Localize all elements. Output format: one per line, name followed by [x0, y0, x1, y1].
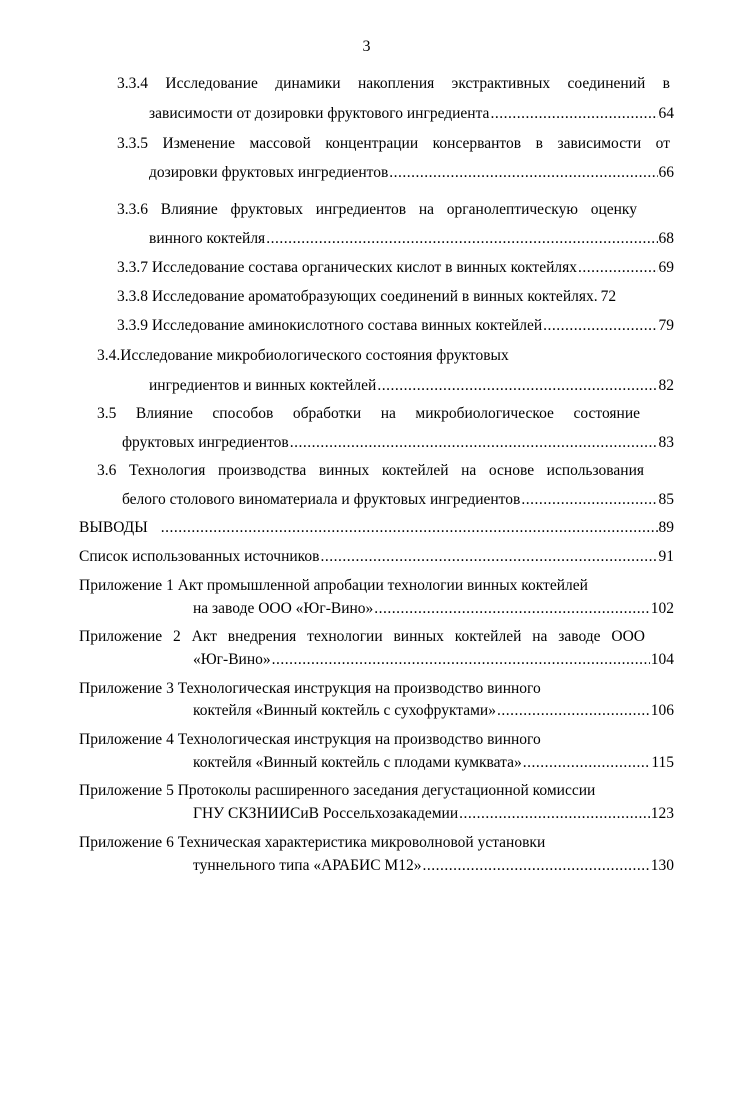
toc-page-number: 123: [650, 805, 674, 822]
toc-page-number: 85: [658, 491, 674, 508]
dot-leader: [290, 432, 658, 454]
toc-entry-text: коктейля «Винный коктейль с плодами кумквата»: [193, 754, 522, 771]
toc-entry-appendix-2-line2: [193, 649, 674, 671]
toc-entry-3-3-8: [117, 286, 674, 308]
toc-entry-text: 3.3.8 Исследование ароматобразующих соединений в винных коктейлях.: [117, 288, 598, 305]
toc-entry-3-5-line2: [122, 432, 674, 454]
toc-entry-appendix-5-line2: [193, 803, 674, 825]
toc-entry-3-3-4-line2: [149, 103, 674, 125]
toc-entry-text: туннельного типа «АРАБИС М12»: [193, 857, 422, 874]
toc-entry-appendix-4-line2: [193, 752, 674, 774]
toc-entry-appendix-3-line2: [193, 700, 674, 722]
page-number: 3: [362, 38, 371, 55]
toc-entry-appendix-5-line1: Приложение 5 Протоколы расширенного заседания дегустационной комиссии: [79, 782, 596, 799]
toc-entry-appendix-4-line1: Приложение 4 Технологическая инструкция на производство винного: [79, 731, 541, 748]
toc-page-number: 102: [650, 600, 674, 617]
toc-entry-text: ГНУ СКЗНИИСиВ Россельхозакадемии: [193, 805, 459, 822]
toc-entry-conclusions: [79, 517, 674, 539]
dot-leader: [490, 103, 657, 125]
toc-entry-text: дозировки фруктовых ингредиентов: [149, 164, 389, 181]
toc-entry-3-3-7: [117, 257, 674, 279]
toc-entry-3-3-5-line1: 3.3.5 Изменение массовой концентрации консервантов в зависимости от: [117, 135, 670, 152]
dot-leader: [497, 700, 650, 722]
toc-page-number: 68: [658, 230, 674, 247]
toc-entry-appendix-3-line1: Приложение 3 Технологическая инструкция на производство винного: [79, 680, 541, 697]
dot-leader: [272, 649, 650, 671]
toc-entry-3-4-line2: [149, 375, 674, 397]
toc-page-number: 91: [658, 548, 674, 565]
toc-page-number: 130: [650, 857, 674, 874]
toc-page-number: 72: [600, 288, 617, 305]
toc-entry-3-3-6-line1: 3.3.6 Влияние фруктовых ингредиентов на органолептическую оценку: [117, 201, 637, 218]
toc-entry-appendix-6-line1: Приложение 6 Техническая характеристика микроволновой установки: [79, 834, 546, 851]
toc-entry-appendix-6-line2: [193, 855, 674, 877]
toc-entry-3-5-line1: 3.5 Влияние способов обработки на микробиологическое состояние: [97, 405, 640, 422]
toc-page-number: 64: [658, 105, 674, 122]
toc-entry-text: 3.3.9 Исследование аминокислотного состава винных коктейлей: [117, 317, 543, 334]
toc-page-number: 115: [651, 754, 674, 771]
toc-entry-appendix-1-line2: [193, 598, 674, 620]
toc-entry-3-3-4-line1: 3.3.4 Исследование динамики накопления экстрактивных соединений в: [117, 75, 670, 92]
toc-entry-text: фруктовых ингредиентов: [122, 434, 289, 451]
toc-page-number: 82: [658, 377, 674, 394]
toc-entry-text: зависимости от дозировки фруктового ингредиента: [149, 105, 490, 122]
toc-entry-3-6-line1: 3.6 Технология производства винных коктейлей на основе использования: [97, 462, 644, 479]
dot-leader: [389, 162, 657, 184]
toc-page-number: 104: [650, 651, 674, 668]
toc-entry-text: белого столового виноматериала и фруктовых ингредиентов: [122, 491, 521, 508]
dot-leader: [320, 546, 657, 568]
toc-page-number: 106: [650, 702, 674, 719]
toc-page-number: 79: [658, 317, 674, 334]
toc-entry-text: ингредиентов и винных коктейлей: [149, 377, 377, 394]
toc-entry-text: на заводе ООО «Юг-Вино»: [193, 600, 374, 617]
toc-page-number: 83: [658, 434, 674, 451]
dot-leader: [521, 489, 657, 511]
toc-entry-3-3-5-line2: [149, 162, 674, 184]
toc-page-number: 89: [658, 519, 674, 536]
dot-leader: [523, 752, 651, 774]
dot-leader: [459, 803, 650, 825]
toc-entry-3-4-line1: 3.4.Исследование микробиологического состояния фруктовых: [97, 347, 509, 364]
toc-entry-references: [79, 546, 674, 568]
toc-entry-text: Список использованных источников: [79, 548, 320, 565]
toc-entry-text: коктейля «Винный коктейль с сухофруктами»: [193, 702, 496, 719]
dot-leader: [578, 257, 658, 279]
toc-entry-text: 3.3.7 Исследование состава органических кислот в винных коктейлях: [117, 259, 577, 276]
toc-entry-3-3-6-line2: [149, 228, 674, 250]
toc-entry-3-3-9: [117, 315, 674, 337]
dot-leader: [422, 855, 649, 877]
toc-entry-text: винного коктейля: [149, 230, 266, 247]
toc-entry-3-6-line2: [122, 489, 674, 511]
dot-leader: [377, 375, 657, 397]
dot-leader: [543, 315, 657, 337]
dot-leader: [161, 517, 658, 539]
dot-leader: [266, 228, 657, 250]
toc-entry-appendix-1-line1: Приложение 1 Акт промышленной апробации технологии винных коктейлей: [79, 577, 588, 594]
toc-page-number: 69: [658, 259, 674, 276]
toc-entry-text: ВЫВОДЫ: [79, 519, 148, 536]
dot-leader: [374, 598, 649, 620]
toc-page-number: 66: [658, 164, 674, 181]
toc-entry-appendix-2-line1: Приложение 2 Акт внедрения технологии винных коктейлей на заводе ООО: [79, 628, 645, 645]
toc-entry-text: «Юг-Вино»: [193, 651, 271, 668]
